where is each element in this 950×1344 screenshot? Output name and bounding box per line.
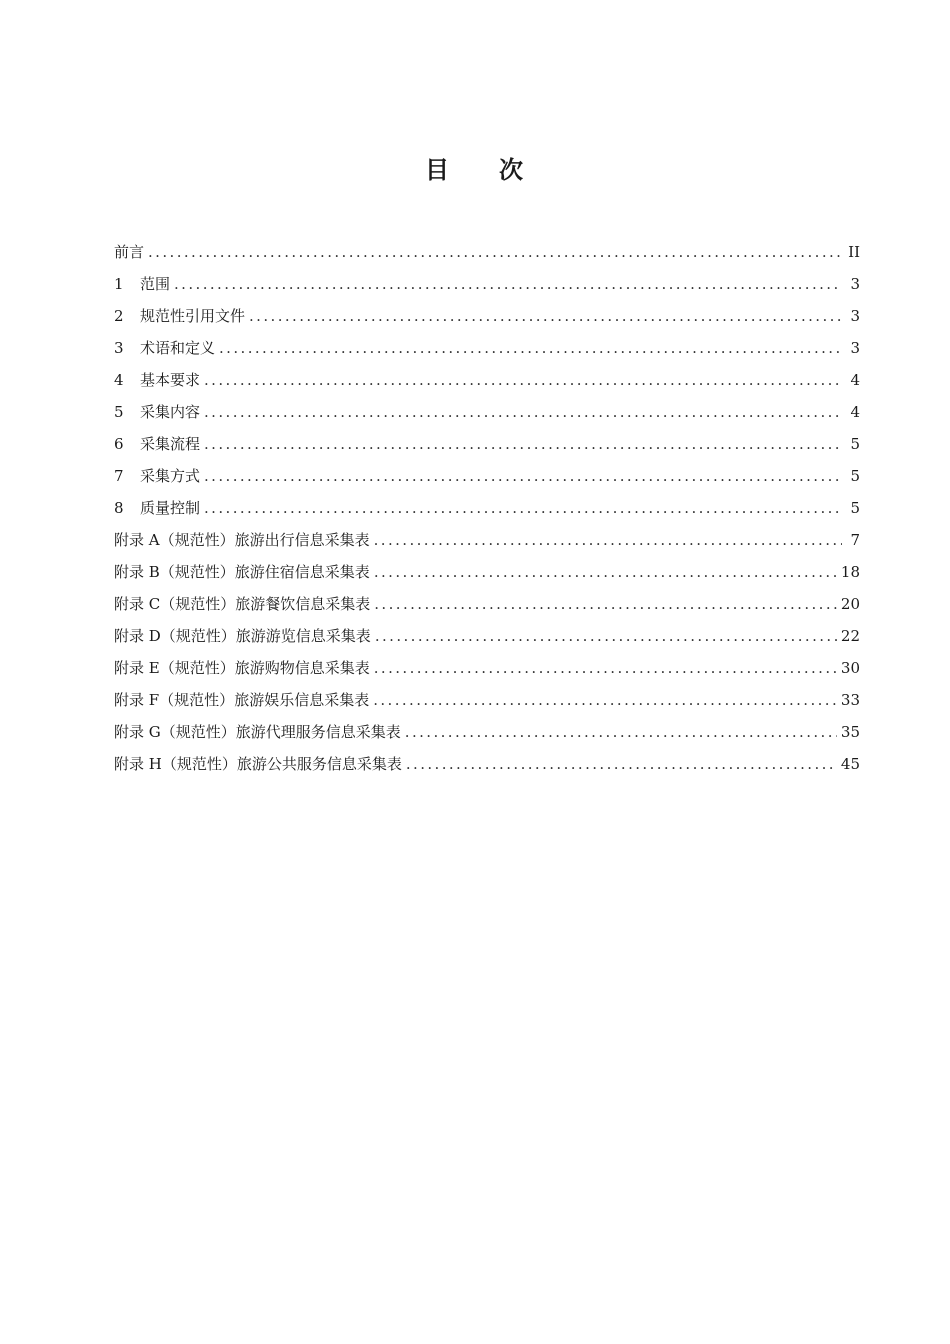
toc-entry-label: 采集方式 (140, 467, 201, 485)
toc-section-number: 5 (114, 403, 124, 421)
toc-entry-label: 基本要求 (140, 371, 201, 389)
toc-entry-appendix-a[interactable] (114, 524, 860, 556)
toc-entry-label: 旅游代理服务信息采集表 (235, 723, 401, 741)
toc-leader-dots (374, 524, 842, 556)
toc-leader-dots (405, 716, 837, 748)
toc-entry-label: 旅游购物信息采集表 (234, 659, 370, 677)
toc-entry-label: 旅游餐饮信息采集表 (235, 595, 371, 613)
toc-page-number: 4 (850, 403, 860, 421)
toc-entry-foreword[interactable] (114, 236, 860, 268)
toc-leader-dots (406, 748, 837, 780)
toc-leader-dots (204, 396, 842, 428)
toc-entry-label: 质量控制 (140, 499, 201, 517)
toc-entry-section-1[interactable] (114, 268, 860, 300)
toc-page-number: 45 (840, 755, 860, 773)
table-of-contents (114, 236, 860, 780)
toc-entry-label: 旅游娱乐信息采集表 (234, 691, 370, 709)
toc-appendix-tag: 附录 A（规范性） (114, 531, 235, 549)
toc-leader-dots (374, 652, 837, 684)
toc-page-number: 33 (840, 691, 860, 709)
toc-entry-appendix-h[interactable] (114, 748, 860, 780)
toc-appendix-tag: 附录 H（规范性） (114, 755, 237, 773)
toc-entry-label: 旅游出行信息采集表 (234, 531, 370, 549)
toc-entry-label: 采集流程 (140, 435, 201, 453)
toc-appendix-tag: 附录 G（规范性） (114, 723, 236, 741)
toc-entry-label: 采集内容 (140, 403, 201, 421)
toc-entry-label: 范围 (140, 275, 171, 293)
toc-entry-appendix-g[interactable] (114, 716, 860, 748)
toc-leader-dots (204, 492, 842, 524)
toc-appendix-tag: 附录 B（规范性） (114, 563, 235, 581)
toc-section-number: 3 (114, 339, 124, 357)
toc-entry-label: 旅游游览信息采集表 (235, 627, 371, 645)
toc-appendix-tag: 附录 D（规范性） (114, 627, 236, 645)
toc-leader-dots (204, 364, 842, 396)
toc-page-number: 35 (840, 723, 860, 741)
toc-appendix-tag: 附录 E（规范性） (114, 659, 235, 677)
toc-page-number: 22 (840, 627, 860, 645)
title-char-2: 次 (499, 156, 525, 184)
toc-leader-dots (373, 684, 837, 716)
title-char-1: 目 (425, 156, 451, 184)
toc-leader-dots (374, 556, 837, 588)
toc-entry-section-2[interactable] (114, 300, 860, 332)
toc-entry-appendix-f[interactable] (114, 684, 860, 716)
page-title (0, 150, 950, 185)
toc-entry-appendix-e[interactable] (114, 652, 860, 684)
toc-entry-section-7[interactable] (114, 460, 860, 492)
toc-page-number: 3 (850, 339, 860, 357)
toc-section-number: 8 (114, 499, 124, 517)
toc-page-number: 5 (850, 435, 860, 453)
toc-entry-appendix-d[interactable] (114, 620, 860, 652)
toc-entry-section-8[interactable] (114, 492, 860, 524)
toc-entry-label: 规范性引用文件 (140, 307, 246, 325)
toc-section-number: 6 (114, 435, 124, 453)
toc-entry-section-6[interactable] (114, 428, 860, 460)
toc-page-number: 30 (840, 659, 860, 677)
toc-page-number: 4 (850, 371, 860, 389)
toc-leader-dots (374, 588, 837, 620)
toc-section-number: 1 (114, 275, 124, 293)
toc-leader-dots (204, 460, 842, 492)
toc-page-number: 3 (850, 275, 860, 293)
toc-page-number: 20 (840, 595, 860, 613)
toc-section-number: 4 (114, 371, 124, 389)
toc-leader-dots (204, 428, 842, 460)
toc-page-number: 18 (840, 563, 860, 581)
toc-leader-dots (219, 332, 842, 364)
toc-entry-label: 前言 (114, 243, 145, 261)
toc-leader-dots (174, 268, 842, 300)
toc-entry-label: 旅游公共服务信息采集表 (236, 755, 402, 773)
toc-entry-appendix-b[interactable] (114, 556, 860, 588)
toc-section-number: 2 (114, 307, 124, 325)
toc-entry-section-5[interactable] (114, 396, 860, 428)
toc-entry-section-3[interactable] (114, 332, 860, 364)
toc-page-number: 5 (850, 499, 860, 517)
toc-entry-section-4[interactable] (114, 364, 860, 396)
toc-page-number: 7 (850, 531, 860, 549)
toc-appendix-tag: 附录 C（规范性） (114, 595, 236, 613)
toc-page-number: 5 (850, 467, 860, 485)
toc-page-number: II (848, 243, 860, 261)
toc-leader-dots (148, 236, 842, 268)
toc-entry-label: 术语和定义 (140, 339, 216, 357)
toc-leader-dots (375, 620, 837, 652)
toc-leader-dots (249, 300, 842, 332)
toc-section-number: 7 (114, 467, 124, 485)
toc-page-number: 3 (850, 307, 860, 325)
toc-entry-appendix-c[interactable] (114, 588, 860, 620)
toc-appendix-tag: 附录 F（规范性） (114, 691, 235, 709)
toc-entry-label: 旅游住宿信息采集表 (234, 563, 370, 581)
